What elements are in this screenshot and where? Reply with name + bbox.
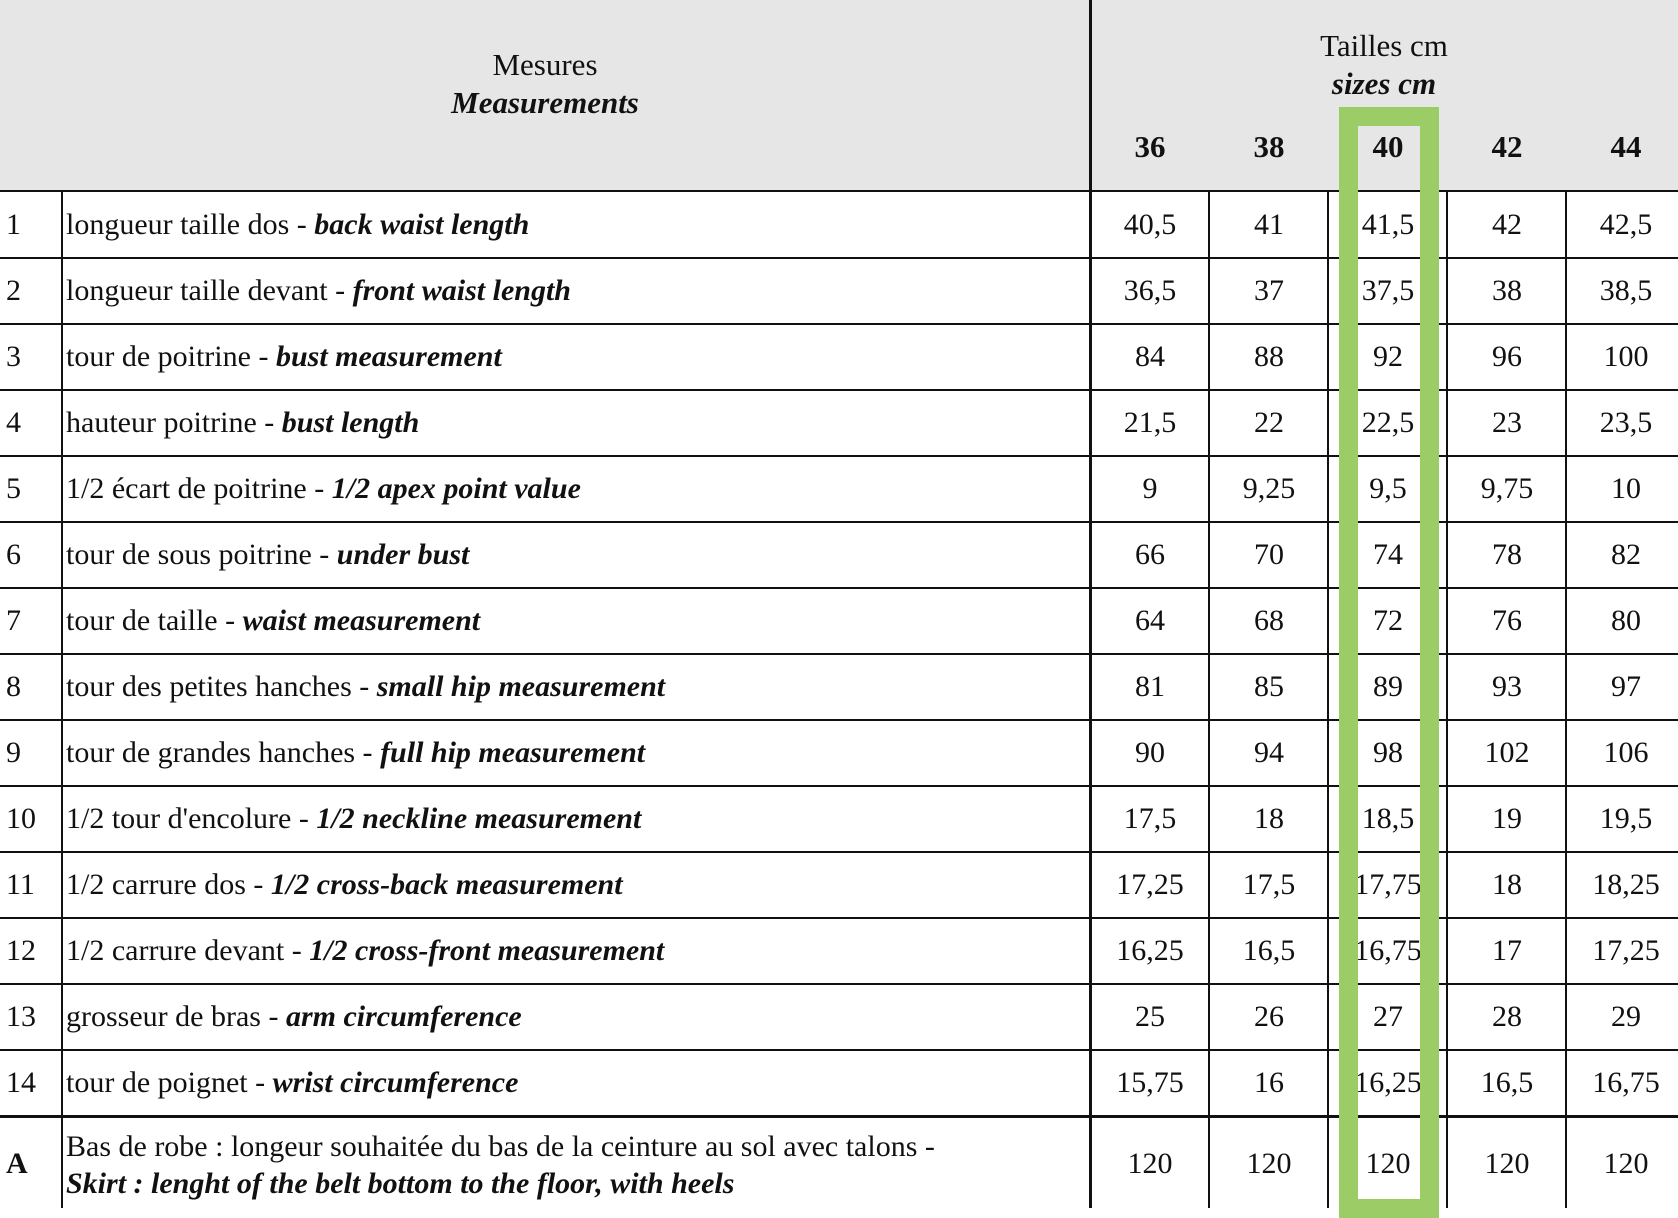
row-number: 9 <box>6 736 21 769</box>
value-cell: 28 <box>1492 1000 1522 1033</box>
value-cell: 17,5 <box>1242 868 1296 901</box>
size-header-42: 42 <box>1491 129 1523 164</box>
value-cell: 18 <box>1492 868 1522 901</box>
row-description-fr: 1/2 tour d'encolure - <box>66 802 317 835</box>
value-cell: 17,25 <box>1116 868 1184 901</box>
row-description <box>66 390 419 456</box>
value-cell: 102 <box>1484 736 1530 769</box>
value-cell: 64 <box>1135 604 1165 637</box>
value-cell: 37 <box>1254 274 1284 307</box>
value-cell: 19 <box>1492 802 1522 835</box>
value-cell: 80 <box>1611 604 1641 637</box>
value-cell: 18,5 <box>1361 802 1415 835</box>
row-description-fr: tour de sous poitrine - <box>66 538 337 571</box>
value-cell: 40,5 <box>1123 208 1177 241</box>
value-cell: 9,75 <box>1480 472 1534 505</box>
row-number: 7 <box>6 604 21 637</box>
value-cell: 93 <box>1492 670 1522 703</box>
row-description-en: 1/2 apex point value <box>331 472 581 505</box>
value-cell: 89 <box>1373 670 1403 703</box>
row-description-en: wrist circumference <box>272 1066 519 1099</box>
value-cell: 97 <box>1611 670 1641 703</box>
row-description <box>66 192 529 258</box>
value-cell: 17 <box>1492 934 1522 967</box>
value-cell: 16 <box>1254 1066 1284 1099</box>
row-number: 14 <box>6 1066 36 1099</box>
value-cell: 25 <box>1135 1000 1165 1033</box>
value-cell: 120 <box>1484 1147 1530 1180</box>
value-cell: 41,5 <box>1361 208 1415 241</box>
value-cell: 23,5 <box>1599 406 1653 439</box>
value-cell: 66 <box>1135 538 1165 571</box>
value-cell: 84 <box>1135 340 1165 373</box>
size-header-38: 38 <box>1253 129 1285 164</box>
row-number: 13 <box>6 1000 36 1033</box>
row-description-fr: tour des petites hanches - <box>66 670 377 703</box>
value-cell: 27 <box>1373 1000 1403 1033</box>
value-cell: 41 <box>1254 208 1284 241</box>
row-description <box>66 456 581 522</box>
value-cell: 37,5 <box>1361 274 1415 307</box>
value-cell: 16,5 <box>1242 934 1296 967</box>
value-cell: 16,25 <box>1116 934 1184 967</box>
row-description-fr: tour de taille - <box>66 604 243 637</box>
row-description-en: bust measurement <box>275 340 502 373</box>
row-description-en: bust length <box>281 406 420 439</box>
row-description-en: arm circumference <box>285 1000 522 1033</box>
measures-heading-en: Measurements <box>451 85 639 120</box>
value-cell: 10 <box>1611 472 1641 505</box>
value-cell: 106 <box>1603 736 1649 769</box>
row-description <box>66 588 480 654</box>
row-description-en: Skirt : lenght of the belt bottom to the floor, with heels <box>66 1167 735 1200</box>
row-description <box>66 1050 518 1116</box>
row-number: 12 <box>6 934 36 967</box>
sizes-heading-fr: Tailles cm <box>1320 28 1448 63</box>
size-header-44: 44 <box>1610 129 1642 164</box>
row-description-fr: hauteur poitrine - <box>66 406 282 439</box>
value-cell: 74 <box>1373 538 1403 571</box>
value-cell: 70 <box>1254 538 1284 571</box>
row-description-fr: grosseur de bras - <box>66 1000 286 1033</box>
value-cell: 42,5 <box>1599 208 1653 241</box>
row-description <box>66 852 623 918</box>
value-cell: 9 <box>1142 472 1158 505</box>
size-header-40: 40 <box>1372 129 1404 164</box>
table-header <box>0 0 1678 191</box>
value-cell: 96 <box>1492 340 1522 373</box>
row-number: 5 <box>6 472 21 505</box>
row-description-en: 1/2 neckline measurement <box>316 802 642 835</box>
row-description-fr: tour de poignet - <box>66 1066 273 1099</box>
value-cell: 68 <box>1254 604 1284 637</box>
row-number: 3 <box>6 340 21 373</box>
value-cell: 21,5 <box>1123 406 1177 439</box>
row-number: 2 <box>6 274 21 307</box>
value-cell: 38 <box>1492 274 1522 307</box>
row-description-fr: 1/2 écart de poitrine - <box>66 472 332 505</box>
value-cell: 82 <box>1611 538 1641 571</box>
value-cell: 16,75 <box>1592 1066 1660 1099</box>
row-description <box>66 654 665 720</box>
value-cell: 38,5 <box>1599 274 1653 307</box>
row-description-fr: tour de grandes hanches - <box>66 736 381 769</box>
row-description <box>66 522 469 588</box>
value-cell: 98 <box>1373 736 1403 769</box>
column-divider <box>61 191 63 1208</box>
value-cell: 18,25 <box>1592 868 1660 901</box>
value-cell: 9,5 <box>1369 472 1407 505</box>
value-cell: 92 <box>1373 340 1403 373</box>
row-description <box>66 324 502 390</box>
row-description-en: under bust <box>336 538 470 571</box>
value-cell: 17,75 <box>1354 868 1422 901</box>
row-number: 10 <box>6 802 36 835</box>
value-cell: 22,5 <box>1361 406 1415 439</box>
value-cell: 9,25 <box>1242 472 1296 505</box>
value-cell: 94 <box>1254 736 1284 769</box>
value-cell: 81 <box>1135 670 1165 703</box>
value-cell: 76 <box>1492 604 1522 637</box>
row-description-en: back waist length <box>314 208 530 241</box>
row-description <box>66 918 664 984</box>
row-number: 4 <box>6 406 21 439</box>
row-description-fr: Bas de robe : longeur souhaitée du bas de la ceinture au sol avec talons - <box>66 1130 935 1163</box>
row-description-fr: 1/2 carrure devant - <box>66 934 310 967</box>
row-description-fr: longueur taille devant - <box>66 274 353 307</box>
value-cell: 17,25 <box>1592 934 1660 967</box>
row-description <box>66 984 522 1050</box>
value-cell: 26 <box>1254 1000 1284 1033</box>
row-description-en: 1/2 cross-back measurement <box>270 868 623 901</box>
row-description-en: front waist length <box>352 274 571 307</box>
row-description-en: small hip measurement <box>376 670 666 703</box>
value-cell: 120 <box>1603 1147 1649 1180</box>
value-cell: 17,5 <box>1123 802 1177 835</box>
row-description-en: full hip measurement <box>380 736 646 769</box>
value-cell: 100 <box>1603 340 1649 373</box>
value-cell: 22 <box>1254 406 1284 439</box>
value-cell: 16,75 <box>1354 934 1422 967</box>
row-description-fr: tour de poitrine - <box>66 340 276 373</box>
row-number: 8 <box>6 670 21 703</box>
row-description <box>66 258 571 324</box>
row-description <box>66 720 645 786</box>
row-description <box>66 786 641 852</box>
size-header-36: 36 <box>1134 129 1166 164</box>
measures-heading-fr: Mesures <box>492 47 598 82</box>
value-cell: 85 <box>1254 670 1284 703</box>
value-cell: 78 <box>1492 538 1522 571</box>
value-cell: 15,75 <box>1116 1066 1184 1099</box>
value-cell: 120 <box>1127 1147 1173 1180</box>
value-cell: 23 <box>1492 406 1522 439</box>
value-cell: 88 <box>1254 340 1284 373</box>
value-cell: 72 <box>1373 604 1403 637</box>
value-cell: 90 <box>1135 736 1165 769</box>
value-cell: 19,5 <box>1599 802 1653 835</box>
row-number: A <box>6 1147 28 1180</box>
value-cell: 16,25 <box>1354 1066 1422 1099</box>
value-cell: 120 <box>1246 1147 1292 1180</box>
row-description-en: 1/2 cross-front measurement <box>309 934 665 967</box>
row-description-en: waist measurement <box>242 604 481 637</box>
sizes-heading-en: sizes cm <box>1331 66 1437 101</box>
value-cell: 29 <box>1611 1000 1641 1033</box>
row-number: 1 <box>6 208 21 241</box>
value-cell: 120 <box>1365 1147 1411 1180</box>
row-description <box>66 1128 935 1202</box>
value-cell: 42 <box>1492 208 1522 241</box>
value-cell: 18 <box>1254 802 1284 835</box>
row-description-fr: longueur taille dos - <box>66 208 315 241</box>
row-description-fr: 1/2 carrure dos - <box>66 868 271 901</box>
value-cell: 36,5 <box>1123 274 1177 307</box>
row-number: 6 <box>6 538 21 571</box>
row-number: 11 <box>6 868 35 901</box>
value-cell: 16,5 <box>1480 1066 1534 1099</box>
